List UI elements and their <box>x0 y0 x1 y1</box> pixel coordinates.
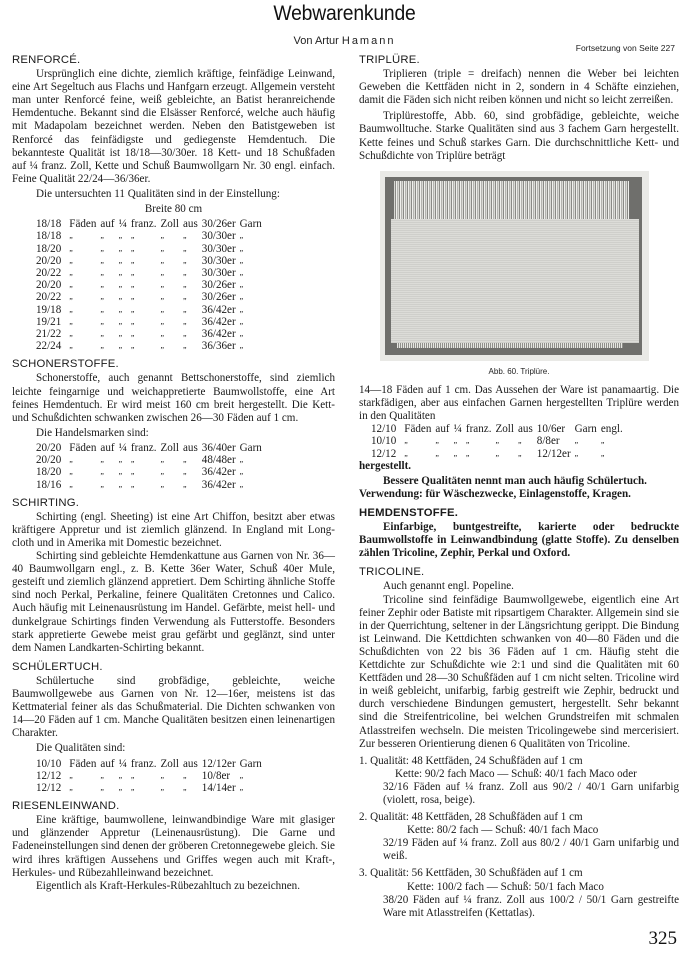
ditto-mark: „ <box>118 304 123 314</box>
ditto-mark: „ <box>574 436 579 446</box>
ditto-mark: „ <box>465 436 470 446</box>
ditto-mark: „ <box>69 267 73 277</box>
ditto-mark: „ <box>100 467 104 477</box>
ditto-mark: „ <box>600 436 605 446</box>
section-schonerstoffe <box>12 358 335 490</box>
ditto-mark: „ <box>130 479 135 489</box>
figure-caption: Abb. 60. Triplüre. <box>488 366 550 376</box>
ditto-mark: „ <box>182 292 187 302</box>
table-row <box>36 279 266 291</box>
paragraph: Eigentlich als Kraft-Herkules-Rübezahltuch zu bezeichnen. <box>36 879 300 892</box>
section-riesenleinwand <box>12 800 335 893</box>
ditto-mark: „ <box>239 316 244 326</box>
table-cell: ¼ <box>118 757 127 770</box>
table-row <box>36 328 266 340</box>
yarn-count: 8/8er <box>536 435 560 448</box>
ditto-mark: „ <box>130 255 135 265</box>
ditto-mark: „ <box>239 304 244 314</box>
table-cell: auf <box>100 218 115 231</box>
paragraph: Tricoline sind feinfädige Baumwollgewebe, eigentlich eine Art feiner Zephir oder Batiste mit ripsartigem Charakter. Allgemein sind sie in der Querrichtung, seltener in der Längsrichtung gerippt. Die Bindung ist Leinwand. Die Kettdichten schwanken von 40—80 Fäden und die Schußdichten von 22 bis 36 Fäden auf 1 cm. Häufig steht die Kettdichte zur Schußdichte wie 2:1 und sind die Qualitäten mit 60 Kettfäden und 28—30 Schußfäden auf 1 cm nicht selten. Tricoline wird in weiß gebleicht, unifarbig, farbig gestreift wie Zephir, bedruckt und durch verschiedene Bindungen gemustert, hergestellt. Sehr bekannt sind die Streifentricoline, bei welchen Grundstreifen mit schmalen Atlasstreifen wechseln. Die meisten Tricolingewebe sind mercerisiert. Zur besseren Orientierung dienen 6 Qualitäten von Tricoline. <box>359 593 679 750</box>
table-cell: Garn <box>239 218 262 231</box>
thread-count: 12/12 <box>371 447 397 460</box>
yarn-count: 36/42er <box>201 315 236 328</box>
table-cell: Garn <box>239 441 262 454</box>
ditto-mark: „ <box>118 280 123 290</box>
section-heading: RIESENLEINWAND. <box>12 800 120 813</box>
ditto-mark: „ <box>517 448 522 458</box>
paragraph: Schonerstoffe, auch genannt Bettschonerstoffe, sind ziemlich leichte feingarnige und weichappretierte Baumwollstoffe, eine Art feines Hemdentuch. Er wird meist 160 cm breit hergestellt. Die Kett- und Schußdichten schwanken zwischen 26—30 Fäden auf 1 cm. <box>12 372 335 424</box>
table-row <box>36 291 266 303</box>
table-row <box>36 304 266 316</box>
quality-table-schonerstoffe <box>36 442 266 491</box>
yarn-count: 14/14er <box>201 781 236 794</box>
ditto-mark: „ <box>118 341 123 351</box>
ditto-mark: „ <box>118 231 123 241</box>
quality-item <box>359 811 679 863</box>
table-row <box>36 454 266 466</box>
table-header-row <box>36 218 266 230</box>
ditto-mark: „ <box>69 231 73 241</box>
section-tricoline <box>359 566 679 919</box>
fabric-swatch <box>391 219 639 343</box>
right-column <box>359 54 679 924</box>
table-cell: Zoll <box>160 218 179 231</box>
table-cell: Zoll <box>495 423 514 436</box>
table-row <box>36 479 266 491</box>
table-row <box>36 230 266 242</box>
quality-item <box>359 755 679 807</box>
paragraph: Auch genannt engl. Popeline. <box>383 580 514 593</box>
ditto-mark: „ <box>404 448 408 458</box>
paragraph: Ursprünglich eine dichte, ziemlich kräftige, feinfädige Leinwand, eine Art Segeltuch aus Flachs und Hanfgarn erzeugt. Allgemein versteht man unter Renforcé feine, weiß gebleichte, an Batist heranreichende Hemdentuche. Bekannt sind die Elsässer Renforcé, welche auch häufig mit Madapolam bezeichnet werden. Neben den Batistgeweben ist Renforcé das feinfädigste und gediegenste Hemdentuch. Die bekannteste Qualität ist 18/18—30/30er. 18 Kett- und 18 Schußfaden auf ¼ franz. Zoll, Kette und Schuß Baumwollgarn Nr. 30 engl. einfach. Feine Qualität 22/24—36/36er. <box>12 68 335 185</box>
ditto-mark: „ <box>130 467 135 477</box>
ditto-mark: „ <box>130 455 135 465</box>
ditto-mark: „ <box>182 316 187 326</box>
thread-count: 18/20 <box>36 242 62 255</box>
table-cell: aus <box>517 423 533 436</box>
paragraph: hergestellt. <box>359 459 412 472</box>
ditto-mark: „ <box>130 243 135 253</box>
fabric-fringe <box>394 181 629 221</box>
ditto-mark: „ <box>69 341 73 351</box>
yarn-count: 36/42er <box>201 327 236 340</box>
table-cell: Zoll <box>160 757 179 770</box>
ditto-mark: „ <box>130 292 135 302</box>
yarn-count: 30/30er <box>201 230 236 243</box>
quality-yarn: Kette: 100/2 fach — Schuß: 50/1 fach Maco <box>407 880 604 893</box>
section-hemdenstoffe <box>359 507 679 560</box>
fabric-hem <box>397 343 623 348</box>
quality-item <box>359 867 679 919</box>
thread-count: 20/20 <box>36 254 62 267</box>
ditto-mark: „ <box>160 280 165 290</box>
ditto-mark: „ <box>130 782 135 792</box>
ditto-mark: „ <box>239 455 244 465</box>
section-schirting <box>12 497 335 655</box>
table-cell: auf <box>100 757 115 770</box>
ditto-mark: „ <box>495 436 500 446</box>
table-cell: ¼ <box>453 423 462 436</box>
ditto-mark: „ <box>69 243 73 253</box>
ditto-mark: „ <box>100 341 104 351</box>
ditto-mark: „ <box>69 479 73 489</box>
table-row <box>371 448 627 460</box>
section-heading: SCHIRTING. <box>12 496 80 509</box>
ditto-mark: „ <box>100 304 104 314</box>
table-cell: franz. <box>465 423 492 436</box>
ditto-mark: „ <box>130 341 135 351</box>
ditto-mark: „ <box>69 292 73 302</box>
table-cell: aus <box>182 218 198 231</box>
table-row <box>36 466 266 478</box>
ditto-mark: „ <box>118 328 123 338</box>
ditto-mark: „ <box>160 467 165 477</box>
ditto-mark: „ <box>239 267 244 277</box>
yarn-count: 30/30er <box>201 266 236 279</box>
ditto-mark: „ <box>239 231 244 241</box>
thread-count: 20/20 <box>36 454 62 467</box>
table-row <box>36 770 266 782</box>
yarn-count: 36/42er <box>201 303 236 316</box>
ditto-mark: „ <box>465 448 470 458</box>
ditto-mark: „ <box>100 267 104 277</box>
ditto-mark: „ <box>100 292 104 302</box>
thread-count: 19/21 <box>36 315 62 328</box>
ditto-mark: „ <box>182 467 187 477</box>
table-cell: franz. <box>130 441 157 454</box>
quality-detail: 38/20 Fäden auf ¼ franz. Zoll aus 100/2 / 50/1 Garn gestreifte Ware mit Atlasstreifen (Kettatlas). <box>383 893 679 919</box>
ditto-mark: „ <box>130 280 135 290</box>
thread-count: 18/18 <box>36 230 62 243</box>
width-label: Breite 80 cm <box>144 203 203 216</box>
paragraph: Triplürestoffe, Abb. 60, sind grobfädige, gebleichte, weiche Baumwolltuche. Starke Qualitäten sind aus 3 fachem Garn hergestellt. Kette feines und Schuß starkes Garn. Die durchschnittliche Kett- und Schußdichte von Triplüre beträgt <box>359 110 679 162</box>
table-cell: 12/12er <box>201 757 236 770</box>
paragraph: Schülertuche sind grobfädige, gebleichte, weiche Baumwollgewebe aus Garnen von Nr. 12—16er, meistens ist das Kettmaterial feiner als das Schußmaterial. Die Dichten schwanken von 14—20 Fäden auf 1 cm. Manche Qualitäten besitzen einen leinenartigen Charakter. <box>12 674 335 740</box>
table-row <box>36 243 266 255</box>
table-row <box>36 267 266 279</box>
section-heading: TRICOLINE. <box>359 566 425 579</box>
ditto-mark: „ <box>574 448 579 458</box>
ditto-mark: „ <box>160 267 165 277</box>
ditto-mark: „ <box>182 479 187 489</box>
ditto-mark: „ <box>182 770 187 780</box>
ditto-mark: „ <box>182 267 187 277</box>
ditto-mark: „ <box>453 436 458 446</box>
quality-yarn: Kette: 80/2 fach — Schuß: 40/1 fach Maco <box>407 824 599 837</box>
ditto-mark: „ <box>130 770 135 780</box>
paragraph: Einfarbige, buntgestreifte, karierte oder bedruckte Baumwollstoffe in Leinwandbindung (glatte Stoffe). Zu denselben zählen Tricoline, Zephir, Perkal und Oxford. <box>359 521 679 560</box>
ditto-mark: „ <box>182 328 187 338</box>
quality-detail: 32/16 Fäden auf ¼ franz. Zoll aus 90/2 / 40/1 Garn unifarbig (violett, rosa, beige). <box>383 780 679 806</box>
usage-line: Verwendung: für Wäschezwecke, Einlagenstoffe, Kragen. <box>359 487 631 500</box>
quality-table-triplure <box>371 423 627 460</box>
thread-count: 10/10 <box>371 435 397 448</box>
page-title: Webwarenkunde <box>273 2 416 25</box>
section-triplure <box>359 54 679 501</box>
thread-count: 20/20 <box>36 279 62 292</box>
ditto-mark: „ <box>118 292 123 302</box>
ditto-mark: „ <box>130 328 135 338</box>
table-header-row <box>371 423 627 435</box>
ditto-mark: „ <box>239 292 244 302</box>
ditto-mark: „ <box>182 243 187 253</box>
table-cell: engl. <box>600 423 623 436</box>
thread-count: 18/16 <box>36 478 62 491</box>
ditto-mark: „ <box>130 316 135 326</box>
paragraph: Schirting (engl. Sheeting) ist eine Art Chiffon, besitzt aber etwas kräftigere Appretur und ist ziemlich glänzend. In England mit Long-cloth und in Amerika mit Domestic bezeichnet. <box>12 510 335 550</box>
continuation-note: Fortsetzung von Seite 227 <box>575 43 675 53</box>
table-cell: 30/26er <box>201 218 236 231</box>
ditto-mark: „ <box>239 328 244 338</box>
ditto-mark: „ <box>69 328 73 338</box>
thread-count: 12/12 <box>36 781 62 794</box>
ditto-mark: „ <box>69 782 73 792</box>
ditto-mark: „ <box>239 243 244 253</box>
table-cell: 36/40er <box>201 441 236 454</box>
table-cell: Garn <box>239 757 262 770</box>
ditto-mark: „ <box>69 255 73 265</box>
ditto-mark: „ <box>118 255 123 265</box>
table-cell: Fäden <box>69 218 97 231</box>
ditto-mark: „ <box>435 448 439 458</box>
ditto-mark: „ <box>118 770 123 780</box>
paragraph: Die Qualitäten sind: <box>36 742 126 755</box>
table-cell: auf <box>100 441 115 454</box>
yarn-count: 30/26er <box>201 279 236 292</box>
quality-head: 2. Qualität: 48 Kettfäden, 28 Schußfäden auf 1 cm <box>359 811 583 824</box>
ditto-mark: „ <box>160 304 165 314</box>
ditto-mark: „ <box>239 479 244 489</box>
quality-detail: 32/19 Fäden auf ¼ franz. Zoll aus 80/2 / 40/1 Garn unifarbig und weiß. <box>383 837 679 863</box>
thread-count: 12/12 <box>36 769 62 782</box>
ditto-mark: „ <box>239 770 244 780</box>
ditto-mark: „ <box>160 243 165 253</box>
paragraph: Triplieren (triple = dreifach) nennen die Weber bei leichten Geweben die Kettfäden nicht in 2, sondern in 4 Schäfte einziehen, damit die Fäden sich nicht reiben können und nicht so leicht zerreißen. <box>359 68 679 107</box>
ditto-mark: „ <box>69 467 73 477</box>
ditto-mark: „ <box>118 243 123 253</box>
table-row <box>371 435 627 447</box>
ditto-mark: „ <box>100 231 104 241</box>
ditto-mark: „ <box>160 292 165 302</box>
ditto-mark: „ <box>239 255 244 265</box>
thread-count: 20/22 <box>36 291 62 304</box>
ditto-mark: „ <box>118 455 123 465</box>
ditto-mark: „ <box>100 455 104 465</box>
quality-yarn: Kette: 90/2 fach Maco — Schuß: 40/1 fach Maco oder <box>395 767 637 780</box>
ditto-mark: „ <box>118 467 123 477</box>
ditto-mark: „ <box>160 231 165 241</box>
table-cell: 10/10 <box>36 757 62 770</box>
ditto-mark: „ <box>404 436 408 446</box>
section-schuelertuch <box>12 661 335 794</box>
ditto-mark: „ <box>239 341 244 351</box>
ditto-mark: „ <box>239 467 244 477</box>
ditto-mark: „ <box>118 782 123 792</box>
ditto-mark: „ <box>517 436 522 446</box>
section-renforce <box>12 54 335 352</box>
paragraph: Schirting sind gebleichte Hemdenkattune aus Garnen von Nr. 36—40 Baumwollgarn engl., z. B. Kette 36er Water, Schuß 40er Mule, gesteift und ziemlich glänzend appretiert. Dem Schirting ähnliche Stoffe sind noch Perkal, Perkaline, feinere Qualitäten Cretonnes und Calico. Auch häufig mit Leinenausrüstung im Handel. Gefärbte, meist hell- und dunkelgraue Schirtings finden Verwendung als Futterstoffe. Besonders stark appretierte Gewebe meist grau gefärbt und geglänzt, sind unter dem Namen Landkarten-Schirting bekannt. <box>12 550 335 654</box>
ditto-mark: „ <box>160 328 165 338</box>
table-cell: aus <box>182 441 198 454</box>
yarn-count: 36/42er <box>201 478 236 491</box>
ditto-mark: „ <box>69 280 73 290</box>
ditto-mark: „ <box>160 479 165 489</box>
ditto-mark: „ <box>100 243 104 253</box>
thread-count: 20/22 <box>36 266 62 279</box>
tricoline-quality-list <box>359 755 679 920</box>
ditto-mark: „ <box>160 782 165 792</box>
left-column <box>12 54 335 897</box>
ditto-mark: „ <box>118 267 123 277</box>
table-row <box>36 340 266 352</box>
thread-count: 22/24 <box>36 340 62 353</box>
ditto-mark: „ <box>495 448 500 458</box>
table-cell: Fäden <box>404 423 432 436</box>
ditto-mark: „ <box>182 341 187 351</box>
ditto-mark: „ <box>100 255 104 265</box>
ditto-mark: „ <box>182 231 187 241</box>
page-number: 325 <box>648 928 677 949</box>
ditto-mark: „ <box>160 255 165 265</box>
table-row <box>36 255 266 267</box>
ditto-mark: „ <box>182 304 187 314</box>
ditto-mark: „ <box>69 770 73 780</box>
ditto-mark: „ <box>239 280 244 290</box>
section-heading: RENFORCÉ. <box>12 54 81 66</box>
paragraph: Die Handelsmarken sind: <box>36 426 149 439</box>
table-cell: Zoll <box>160 441 179 454</box>
ditto-mark: „ <box>453 448 458 458</box>
yarn-count: 30/30er <box>201 254 236 267</box>
paragraph: Bessere Qualitäten nennt man auch häufig Schülertuch. <box>383 474 647 487</box>
section-heading: HEMDENSTOFFE. <box>359 507 459 520</box>
ditto-mark: „ <box>182 782 187 792</box>
section-heading: SCHONERSTOFFE. <box>12 358 119 371</box>
ditto-mark: „ <box>118 316 123 326</box>
ditto-mark: „ <box>100 328 104 338</box>
figure-triplure-photo <box>380 171 649 361</box>
ditto-mark: „ <box>182 455 187 465</box>
yarn-count: 10/8er <box>201 769 231 782</box>
ditto-mark: „ <box>160 341 165 351</box>
author-prefix: Von Artur <box>293 35 339 47</box>
ditto-mark: „ <box>160 316 165 326</box>
ditto-mark: „ <box>160 455 165 465</box>
ditto-mark: „ <box>130 267 135 277</box>
quality-head: 1. Qualität: 48 Kettfäden, 24 Schußfäden auf 1 cm <box>359 754 583 767</box>
ditto-mark: „ <box>100 479 104 489</box>
paragraph: 14—18 Fäden auf 1 cm. Das Aussehen der Ware ist panamaartig. Die starkfädigen, aber aus einfachen Garnen hergestellten Triplüre werden in den Qualitäten <box>359 383 679 423</box>
yarn-count: 36/42er <box>201 466 236 479</box>
yarn-count: 48/48er <box>201 454 236 467</box>
ditto-mark: „ <box>160 770 165 780</box>
ditto-mark: „ <box>69 304 73 314</box>
paragraph: Eine kräftige, baumwollene, leinwandbindige Ware mit glasiger und glänzender Appretur (Leinenausrüstung). Die Garne und Fadeneinstellungen sind denen der gröberen Cretonnegewebe gleich. Sie wird ihres kräftigen Aussehens und Griffes wegen auch mit Kraft-, Herkules- und Rübezahlleinwand bezeichnet. <box>12 814 335 879</box>
yarn-count: 30/26er <box>201 291 236 304</box>
table-row <box>36 316 266 328</box>
ditto-mark: „ <box>130 231 135 241</box>
ditto-mark: „ <box>182 255 187 265</box>
quality-table-schuelertuch <box>36 758 266 795</box>
table-cell: franz. <box>130 757 157 770</box>
author-name: Hamann <box>341 35 396 47</box>
ditto-mark: „ <box>600 448 605 458</box>
ditto-mark: „ <box>100 782 104 792</box>
ditto-mark: „ <box>239 782 244 792</box>
yarn-count: 30/30er <box>201 242 236 255</box>
table-cell: 20/20 <box>36 441 62 454</box>
ditto-mark: „ <box>100 280 104 290</box>
section-heading: SCHÜLERTUCH. <box>12 660 103 673</box>
table-cell: 18/18 <box>36 218 62 231</box>
table-cell: 12/10 <box>371 423 397 436</box>
thread-count: 18/20 <box>36 466 62 479</box>
table-cell: auf <box>435 423 450 436</box>
table-cell: aus <box>182 757 198 770</box>
table-cell: 10/6er <box>536 423 566 436</box>
yarn-count: 12/12er <box>536 447 571 460</box>
table-header-row <box>36 758 266 770</box>
table-cell: Garn <box>574 423 597 436</box>
ditto-mark: „ <box>130 304 135 314</box>
table-cell: Fäden <box>69 757 97 770</box>
table-row <box>36 782 266 794</box>
table-cell: ¼ <box>118 441 127 454</box>
yarn-count: 36/36er <box>201 340 236 353</box>
section-heading: TRIPLÜRE. <box>359 54 420 66</box>
thread-count: 21/22 <box>36 327 62 340</box>
ditto-mark: „ <box>69 455 73 465</box>
ditto-mark: „ <box>100 770 104 780</box>
paragraph: Die untersuchten 11 Qualitäten sind in der Einstellung: <box>36 187 280 200</box>
ditto-mark: „ <box>435 436 439 446</box>
table-cell: Fäden <box>69 441 97 454</box>
quality-table-renforce <box>36 218 266 352</box>
ditto-mark: „ <box>100 316 104 326</box>
ditto-mark: „ <box>118 479 123 489</box>
thread-count: 19/18 <box>36 303 62 316</box>
quality-head: 3. Qualität: 56 Kettfäden, 30 Schußfäden auf 1 cm <box>359 867 583 880</box>
ditto-mark: „ <box>182 280 187 290</box>
table-header-row <box>36 442 266 454</box>
ditto-mark: „ <box>69 316 73 326</box>
table-cell: ¼ <box>118 218 127 231</box>
table-cell: franz. <box>130 218 157 231</box>
